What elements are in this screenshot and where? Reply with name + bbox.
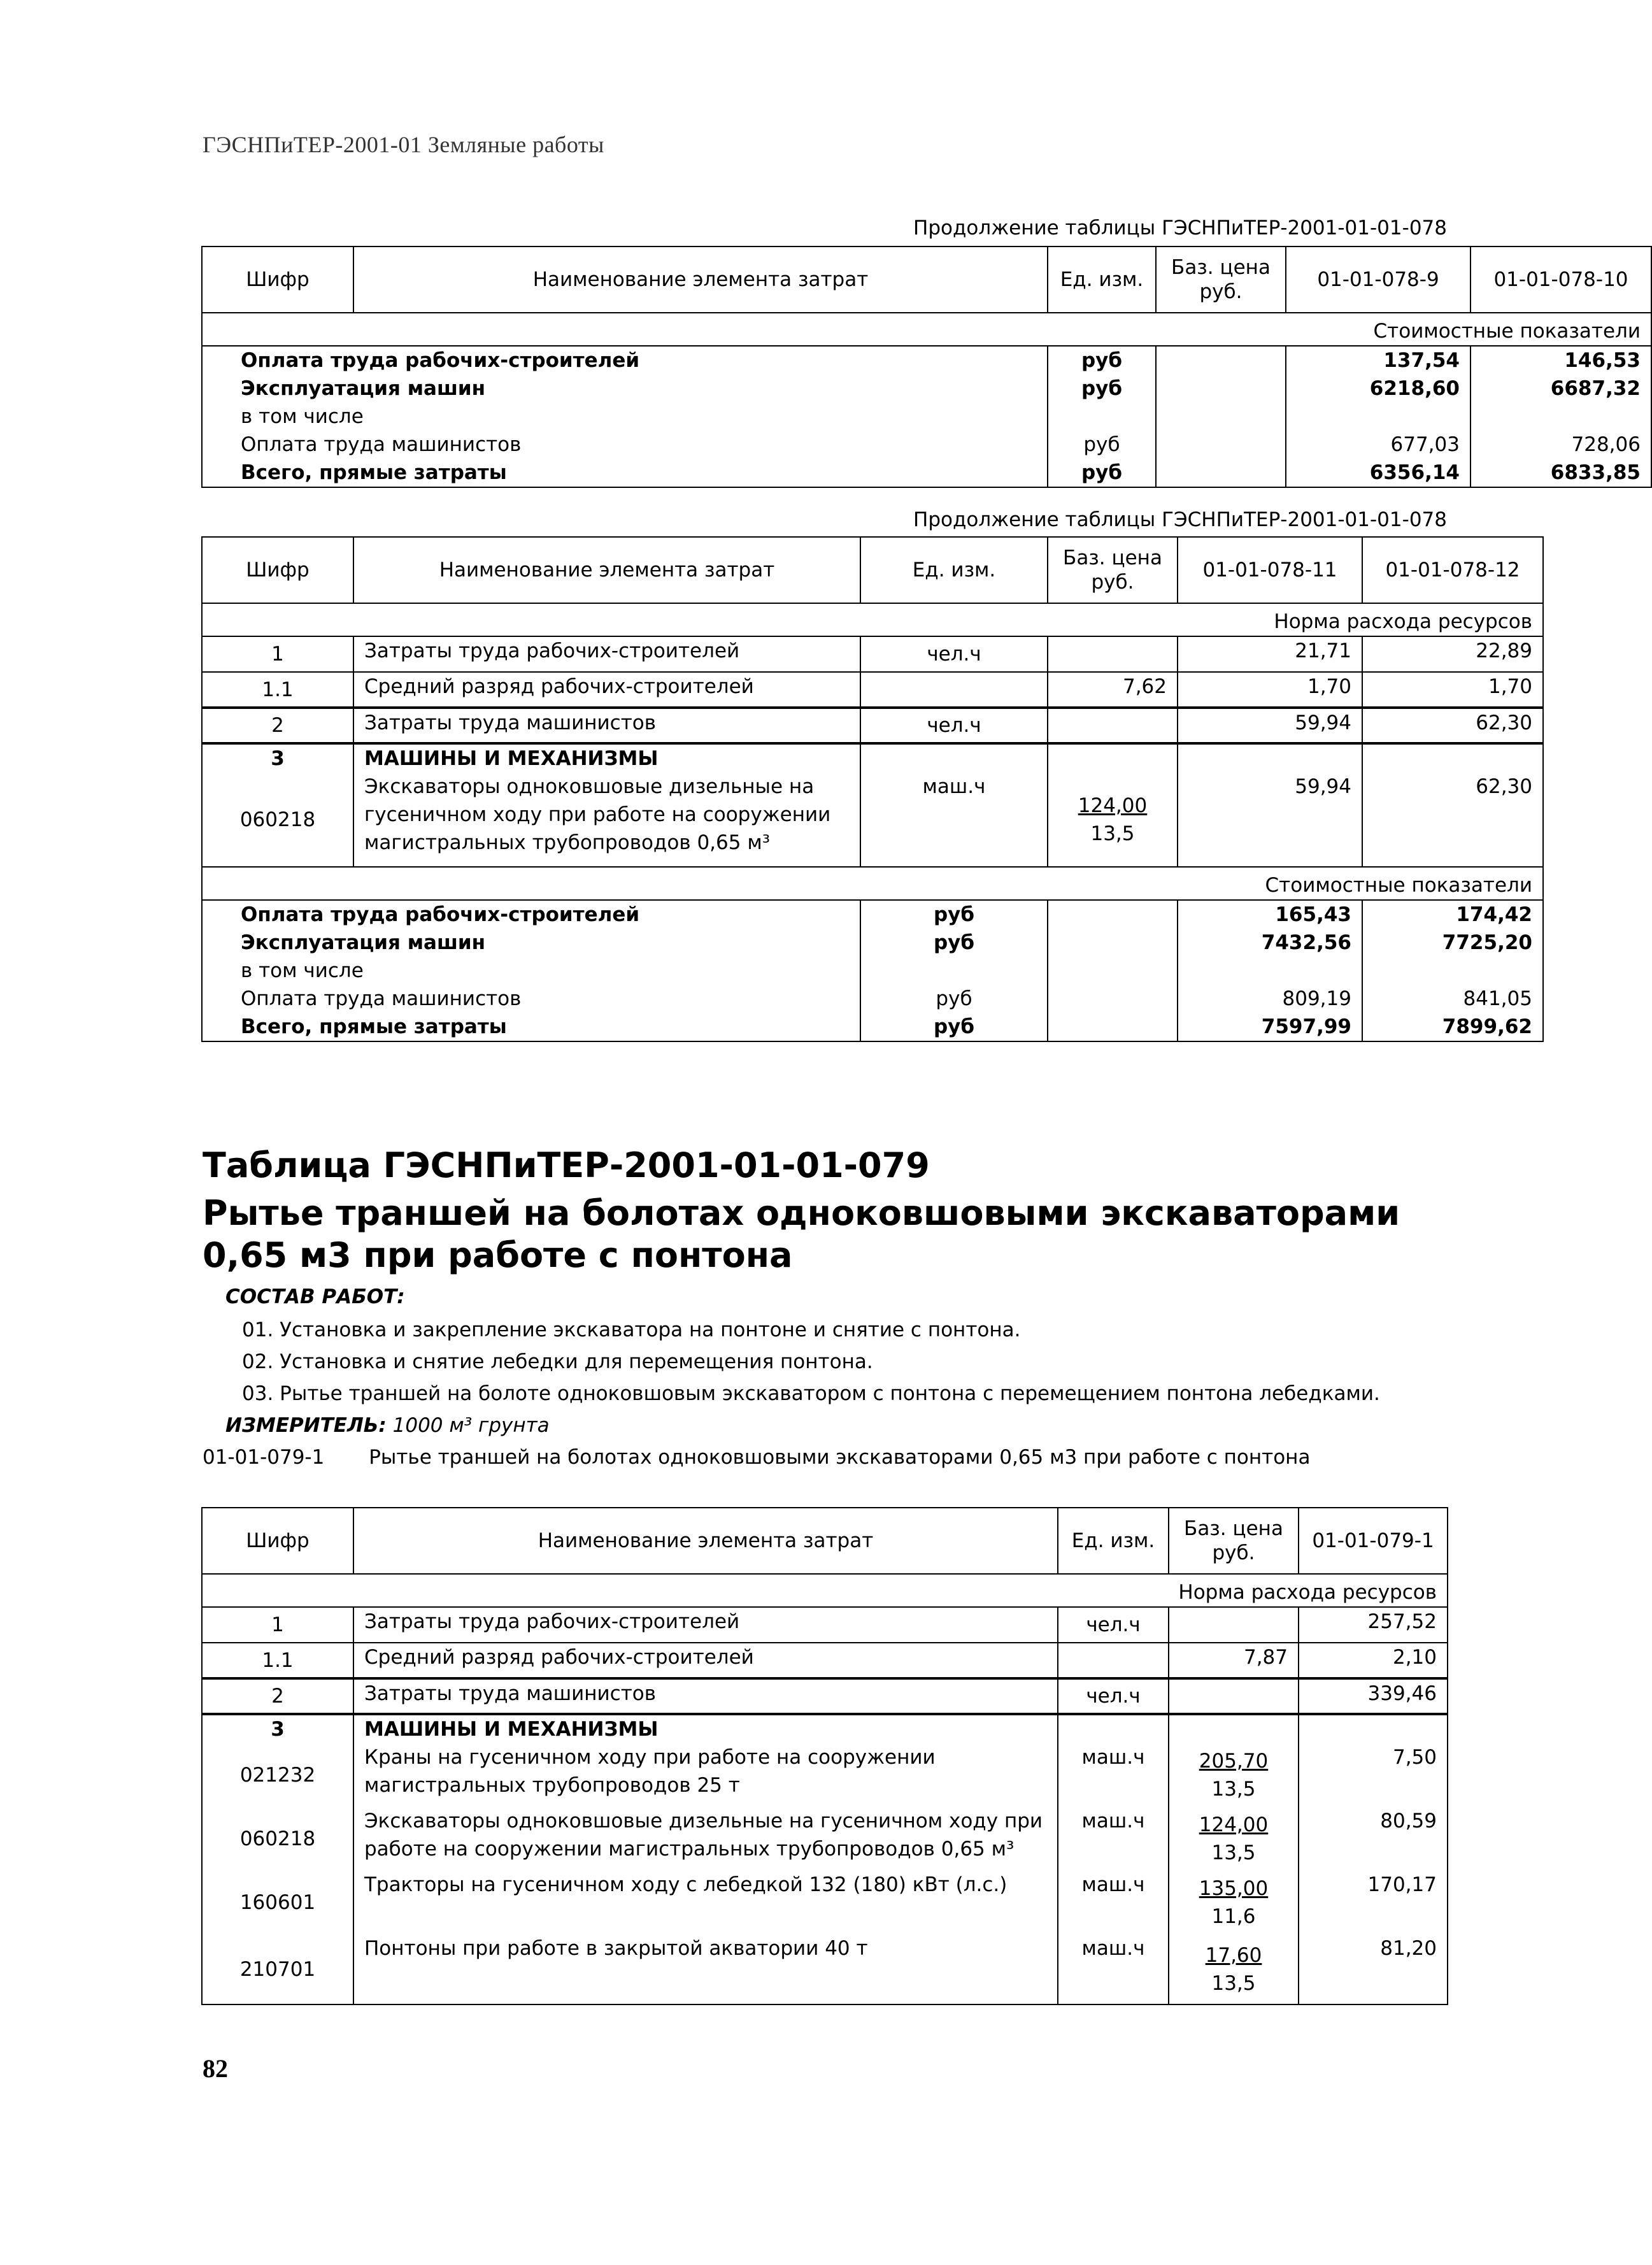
table-row — [202, 375, 1651, 403]
table-row — [202, 403, 1651, 431]
row-value: 170,17 — [1299, 1871, 1448, 1934]
row-value: 59,94 — [1178, 773, 1362, 867]
row-value: 22,89 — [1362, 636, 1543, 672]
row-price-coef: 13,5 — [1211, 1971, 1256, 1995]
table-row — [202, 708, 1543, 743]
table-row — [202, 431, 1651, 459]
measure-label: ИЗМЕРИТЕЛЬ: — [225, 1414, 387, 1437]
col-code: 01-01-078-10 — [1470, 247, 1651, 313]
table3 — [201, 1507, 1448, 2005]
row-value: 6218,60 — [1286, 375, 1470, 403]
table-row — [202, 459, 1651, 487]
col-code: 01-01-079-1 — [1299, 1508, 1448, 1574]
row-price: 124,00 — [1078, 794, 1148, 817]
row-unit: руб — [1048, 375, 1156, 403]
row-code: 2 — [202, 1678, 353, 1714]
row-name: Средний разряд рабочих-строителей — [353, 672, 860, 708]
row-code: 060218 — [202, 1807, 353, 1871]
row-value: 728,06 — [1470, 431, 1651, 459]
row-name: Краны на гусеничном ходу при работе на сооружении магистральных трубопроводов 25 т — [353, 1743, 1058, 1807]
table1-header-row — [202, 247, 1651, 313]
row-name: Экскаваторы одноковшовые дизельные на гусеничном ходу при работе на сооружении магистральных трубопроводов 0,65 м³ — [353, 1807, 1058, 1871]
table-row — [202, 1607, 1448, 1643]
row-code: 2 — [202, 708, 353, 743]
row-code: 021232 — [202, 1743, 353, 1807]
table-row — [202, 1013, 1543, 1041]
norm-line — [203, 1446, 1310, 1469]
row-name: Средний разряд рабочих-строителей — [353, 1643, 1058, 1678]
row-unit: чел.ч — [1058, 1607, 1169, 1643]
row-unit: руб — [1048, 459, 1156, 487]
col-shifr: Шифр — [202, 247, 353, 313]
row-name: Затраты труда машинистов — [353, 708, 860, 743]
row-price — [1169, 1607, 1299, 1643]
row-value: 6687,32 — [1470, 375, 1651, 403]
row-price-coef: 13,5 — [1090, 822, 1135, 845]
table-row — [202, 1934, 1448, 2004]
section-label: Норма расхода ресурсов — [202, 1574, 1448, 1607]
row-unit: руб — [860, 900, 1048, 929]
row-code: 1 — [202, 636, 353, 672]
row-value: 174,42 — [1362, 900, 1543, 929]
row-name: Экскаваторы одноковшовые дизельные на гусеничном ходу при работе на сооружении магистральных трубопроводов 0,65 м³ — [353, 773, 860, 867]
table-row — [202, 1871, 1448, 1934]
table-row — [202, 773, 1543, 867]
row-unit: чел.ч — [860, 708, 1048, 743]
row-value: 7899,62 — [1362, 1013, 1543, 1041]
row-code: 3 — [202, 743, 353, 773]
page-number: 82 — [203, 2054, 228, 2083]
row-unit: маш.ч — [1058, 1871, 1169, 1934]
row-value: 2,10 — [1299, 1643, 1448, 1678]
row-price-coef: 11,6 — [1211, 1905, 1256, 1928]
row-value: 809,19 — [1178, 985, 1362, 1013]
row-name: в том числе — [202, 403, 1048, 431]
col-shifr: Шифр — [202, 537, 353, 603]
norm-desc: Рытье траншей на болотах одноковшовыми экскаваторами 0,65 м3 при работе с понтона — [369, 1446, 1311, 1469]
row-value: 1,70 — [1178, 672, 1362, 708]
col-code: 01-01-078-11 — [1178, 537, 1362, 603]
row-name: Эксплуатация машин — [202, 929, 860, 957]
col-code: 01-01-078-12 — [1362, 537, 1543, 603]
measure-line — [225, 1414, 550, 1437]
table2-header-row — [202, 537, 1543, 603]
row-price — [1048, 708, 1178, 743]
col-name: Наименование элемента затрат — [353, 247, 1048, 313]
row-unit — [860, 672, 1048, 708]
row-value: 339,46 — [1299, 1678, 1448, 1714]
norm-code: 01-01-079-1 — [203, 1446, 325, 1469]
row-unit: маш.ч — [1058, 1807, 1169, 1871]
row-value: 677,03 — [1286, 431, 1470, 459]
row-name: МАШИНЫ И МЕХАНИЗМЫ — [353, 743, 860, 773]
row-code: 160601 — [202, 1871, 353, 1934]
row-value: 7597,99 — [1178, 1013, 1362, 1041]
table-row — [202, 743, 1543, 773]
row-name: Понтоны при работе в закрытой акватории 40 т — [353, 1934, 1058, 2004]
table-subtitle: Рытье траншей на болотах одноковшовыми экскаваторами 0,65 м3 при работе с понтона — [203, 1193, 1400, 1275]
row-value: 7725,20 — [1362, 929, 1543, 957]
row-value: 81,20 — [1299, 1934, 1448, 2004]
row-code: 1.1 — [202, 672, 353, 708]
row-name: Затраты труда рабочих-строителей — [353, 636, 860, 672]
row-name: Тракторы на гусеничном ходу с лебедкой 132 (180) кВт (л.с.) — [353, 1871, 1058, 1934]
row-price: 135,00 — [1199, 1877, 1269, 1900]
table-title: Таблица ГЭСНПиТЕР-2001-01-01-079 — [203, 1145, 930, 1185]
row-value: 841,05 — [1362, 985, 1543, 1013]
table-row — [202, 1743, 1448, 1807]
row-unit: руб — [860, 1013, 1048, 1041]
row-value: 6356,14 — [1286, 459, 1470, 487]
table-row — [202, 672, 1543, 708]
row-name: Оплата труда машинистов — [202, 985, 860, 1013]
row-price — [1169, 1678, 1299, 1714]
row-name: Всего, прямые затраты — [202, 459, 1048, 487]
row-value: 146,53 — [1470, 346, 1651, 375]
row-unit: руб — [860, 929, 1048, 957]
row-name: Затраты труда рабочих-строителей — [353, 1607, 1058, 1643]
table1 — [201, 246, 1652, 488]
row-value: 137,54 — [1286, 346, 1470, 375]
table-row — [202, 1714, 1448, 1743]
table-row — [202, 1807, 1448, 1871]
table-row — [202, 929, 1543, 957]
table3-header-row — [202, 1508, 1448, 1574]
section-label: Стоимостные показатели — [202, 313, 1651, 346]
row-price: 205,70 — [1199, 1750, 1269, 1773]
table1-caption: Продолжение таблицы ГЭСНПиТЕР-2001-01-01-078 — [913, 217, 1447, 239]
row-name: в том числе — [202, 957, 860, 985]
row-value: 7,50 — [1299, 1743, 1448, 1807]
row-code: 060218 — [202, 773, 353, 867]
col-shifr: Шифр — [202, 1508, 353, 1574]
row-price: 7,87 — [1169, 1643, 1299, 1678]
row-unit: руб — [1048, 431, 1156, 459]
measure-value: 1000 м³ грунта — [392, 1414, 550, 1437]
row-price-coef: 13,5 — [1211, 1841, 1256, 1864]
row-value: 7432,56 — [1178, 929, 1362, 957]
row-unit: маш.ч — [1058, 1743, 1169, 1807]
row-name: Оплата труда машинистов — [202, 431, 1048, 459]
row-unit: маш.ч — [860, 773, 1048, 867]
col-name: Наименование элемента затрат — [353, 1508, 1058, 1574]
row-value: 165,43 — [1178, 900, 1362, 929]
row-price-coef: 13,5 — [1211, 1778, 1256, 1801]
row-name: Оплата труда рабочих-строителей — [202, 900, 860, 929]
table-row — [202, 957, 1543, 985]
table2-caption: Продолжение таблицы ГЭСНПиТЕР-2001-01-01-078 — [913, 508, 1447, 531]
col-unit: Ед. изм. — [1048, 247, 1156, 313]
row-code: 1.1 — [202, 1643, 353, 1678]
row-unit: маш.ч — [1058, 1934, 1169, 2004]
row-unit — [1058, 1643, 1169, 1678]
section-label: Стоимостные показатели — [202, 867, 1543, 900]
row-price: 124,00 — [1199, 1813, 1269, 1836]
row-price: 17,60 — [1205, 1943, 1262, 1967]
composition-item: 02. Установка и снятие лебедки для перемещения понтона. — [242, 1350, 873, 1373]
col-price: Баз. цена руб. — [1048, 537, 1178, 603]
row-code: 210701 — [202, 1934, 353, 2004]
row-value: 59,94 — [1178, 708, 1362, 743]
row-code: 1 — [202, 1607, 353, 1643]
table-row — [202, 900, 1543, 929]
row-unit: чел.ч — [1058, 1678, 1169, 1714]
row-value: 257,52 — [1299, 1607, 1448, 1643]
row-value: 62,30 — [1362, 708, 1543, 743]
table-row — [202, 636, 1543, 672]
row-code: 3 — [202, 1714, 353, 1743]
table-row — [202, 1643, 1448, 1678]
col-name: Наименование элемента затрат — [353, 537, 860, 603]
table-row — [202, 346, 1651, 375]
row-price — [1048, 636, 1178, 672]
row-unit: руб — [860, 985, 1048, 1013]
row-name: Оплата труда рабочих-строителей — [202, 346, 1048, 375]
col-code: 01-01-078-9 — [1286, 247, 1470, 313]
row-value: 21,71 — [1178, 636, 1362, 672]
col-price: Баз. цена руб. — [1169, 1508, 1299, 1574]
row-value: 62,30 — [1362, 773, 1543, 867]
col-price: Баз. цена руб. — [1156, 247, 1286, 313]
section-label: Норма расхода ресурсов — [202, 603, 1543, 636]
col-unit: Ед. изм. — [1058, 1508, 1169, 1574]
row-unit: чел.ч — [860, 636, 1048, 672]
composition-item: 01. Установка и закрепление экскаватора на понтоне и снятие с понтона. — [242, 1318, 1021, 1341]
table-row — [202, 985, 1543, 1013]
row-price: 7,62 — [1048, 672, 1178, 708]
table2 — [201, 536, 1544, 1042]
row-name: Всего, прямые затраты — [202, 1013, 860, 1041]
composition-item: 03. Рытье траншей на болоте одноковшовым экскаватором с понтона с перемещением понтона лебедками. — [242, 1382, 1380, 1405]
col-unit: Ед. изм. — [860, 537, 1048, 603]
row-value: 1,70 — [1362, 672, 1543, 708]
row-value: 6833,85 — [1470, 459, 1651, 487]
running-head: ГЭСНПиТЕР-2001-01 Земляные работы — [203, 132, 604, 157]
table-row — [202, 1678, 1448, 1714]
row-name: Эксплуатация машин — [202, 375, 1048, 403]
row-unit: руб — [1048, 346, 1156, 375]
row-name: МАШИНЫ И МЕХАНИЗМЫ — [353, 1714, 1058, 1743]
row-value: 80,59 — [1299, 1807, 1448, 1871]
composition-heading: СОСТАВ РАБОТ: — [225, 1285, 405, 1308]
row-name: Затраты труда машинистов — [353, 1678, 1058, 1714]
